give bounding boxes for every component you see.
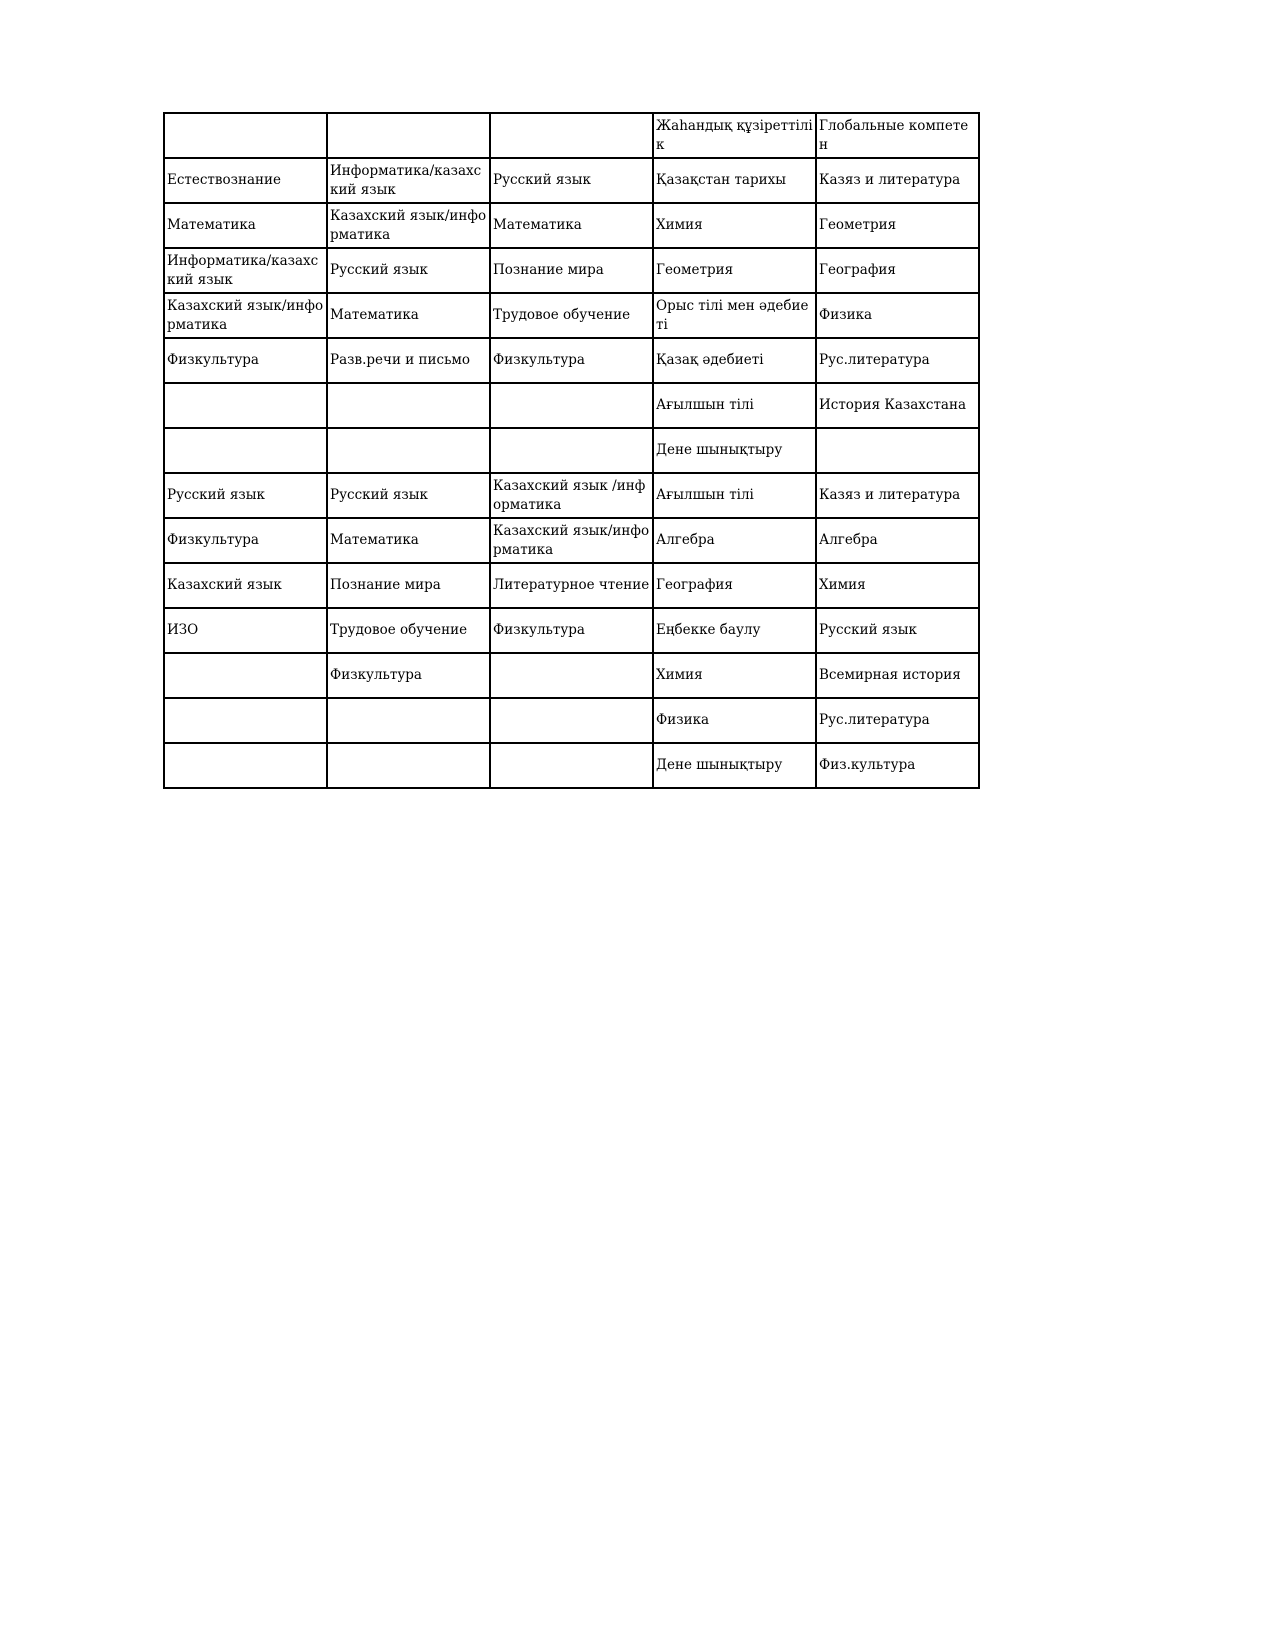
table-cell: Рус.литература [816, 698, 979, 743]
table-cell [816, 428, 979, 473]
table-cell: Казахский язык/информатика [490, 518, 653, 563]
table-cell [490, 743, 653, 788]
table-cell: Физкультура [327, 653, 490, 698]
table-row [164, 428, 979, 473]
table-row [164, 248, 979, 293]
table-cell: Физ.культура [816, 743, 979, 788]
table-cell: Қазақ әдебиеті [653, 338, 816, 383]
table-cell [164, 428, 327, 473]
table-cell: Алгебра [816, 518, 979, 563]
table-cell [164, 113, 327, 158]
table-cell: Казяз и литература [816, 473, 979, 518]
table-cell: Химия [816, 563, 979, 608]
table-cell: Алгебра [653, 518, 816, 563]
table-cell: Қазақстан тарихы [653, 158, 816, 203]
table-cell: Еңбекке баулу [653, 608, 816, 653]
table-cell [327, 698, 490, 743]
table-cell: Казахский язык/информатика [164, 293, 327, 338]
table-cell: Химия [653, 653, 816, 698]
table-cell: Познание мира [490, 248, 653, 293]
table-row [164, 473, 979, 518]
table-cell: Русский язык [164, 473, 327, 518]
table-row [164, 743, 979, 788]
table-cell: Казахский язык /информатика [490, 473, 653, 518]
table-row [164, 338, 979, 383]
table-cell: Математика [164, 203, 327, 248]
table-cell: Геометрия [816, 203, 979, 248]
table-cell: Физика [653, 698, 816, 743]
table-cell: Физкультура [490, 338, 653, 383]
table-row [164, 698, 979, 743]
table-cell [490, 113, 653, 158]
table-cell: Ағылшын тілі [653, 473, 816, 518]
table-row [164, 158, 979, 203]
table-row [164, 653, 979, 698]
table-cell [490, 428, 653, 473]
table-cell: Разв.речи и письмо [327, 338, 490, 383]
table-cell: Жаһандық құзіреттілік [653, 113, 816, 158]
schedule-table [163, 112, 980, 789]
table-cell: Русский язык [816, 608, 979, 653]
table-row [164, 383, 979, 428]
table-cell: Трудовое обучение [327, 608, 490, 653]
table-cell: Казяз и литература [816, 158, 979, 203]
table-cell: Информатика/казахский язык [327, 158, 490, 203]
table-row [164, 563, 979, 608]
table-cell [164, 383, 327, 428]
table-cell: Математика [327, 293, 490, 338]
table-cell [164, 698, 327, 743]
table-cell: ИЗО [164, 608, 327, 653]
table-row [164, 608, 979, 653]
table-cell: История Казахстана [816, 383, 979, 428]
table-cell: Русский язык [327, 248, 490, 293]
table-cell: Физика [816, 293, 979, 338]
table-cell: Дене шынықтыру [653, 743, 816, 788]
table-cell: Глобальные компетен [816, 113, 979, 158]
table-cell: Химия [653, 203, 816, 248]
table-cell: Русский язык [490, 158, 653, 203]
table-cell [327, 113, 490, 158]
table-cell: Геометрия [653, 248, 816, 293]
table-cell: Дене шынықтыру [653, 428, 816, 473]
table-cell [327, 428, 490, 473]
table-row [164, 293, 979, 338]
table-row [164, 113, 979, 158]
table-cell: Математика [327, 518, 490, 563]
table-cell [164, 743, 327, 788]
table-row [164, 203, 979, 248]
table-cell: Литературное чтение [490, 563, 653, 608]
table-cell: Физкультура [164, 518, 327, 563]
table-cell: Трудовое обучение [490, 293, 653, 338]
table-cell: Орыс тілі мен әдебиеті [653, 293, 816, 338]
table-cell [490, 698, 653, 743]
table-cell: Русский язык [327, 473, 490, 518]
table-cell: Естествознание [164, 158, 327, 203]
table-cell: Физкультура [490, 608, 653, 653]
schedule-table-body [164, 113, 979, 788]
table-cell [164, 653, 327, 698]
table-row [164, 518, 979, 563]
table-cell: Познание мира [327, 563, 490, 608]
table-cell: Физкультура [164, 338, 327, 383]
table-cell: Информатика/казахский язык [164, 248, 327, 293]
table-cell: География [653, 563, 816, 608]
table-cell [490, 383, 653, 428]
table-cell: Всемирная история [816, 653, 979, 698]
table-cell [327, 383, 490, 428]
table-cell [490, 653, 653, 698]
table-cell: Казахский язык [164, 563, 327, 608]
table-cell: География [816, 248, 979, 293]
table-cell: Казахский язык/информатика [327, 203, 490, 248]
table-cell [327, 743, 490, 788]
table-cell: Рус.литература [816, 338, 979, 383]
table-cell: Математика [490, 203, 653, 248]
table-cell: Ағылшын тілі [653, 383, 816, 428]
